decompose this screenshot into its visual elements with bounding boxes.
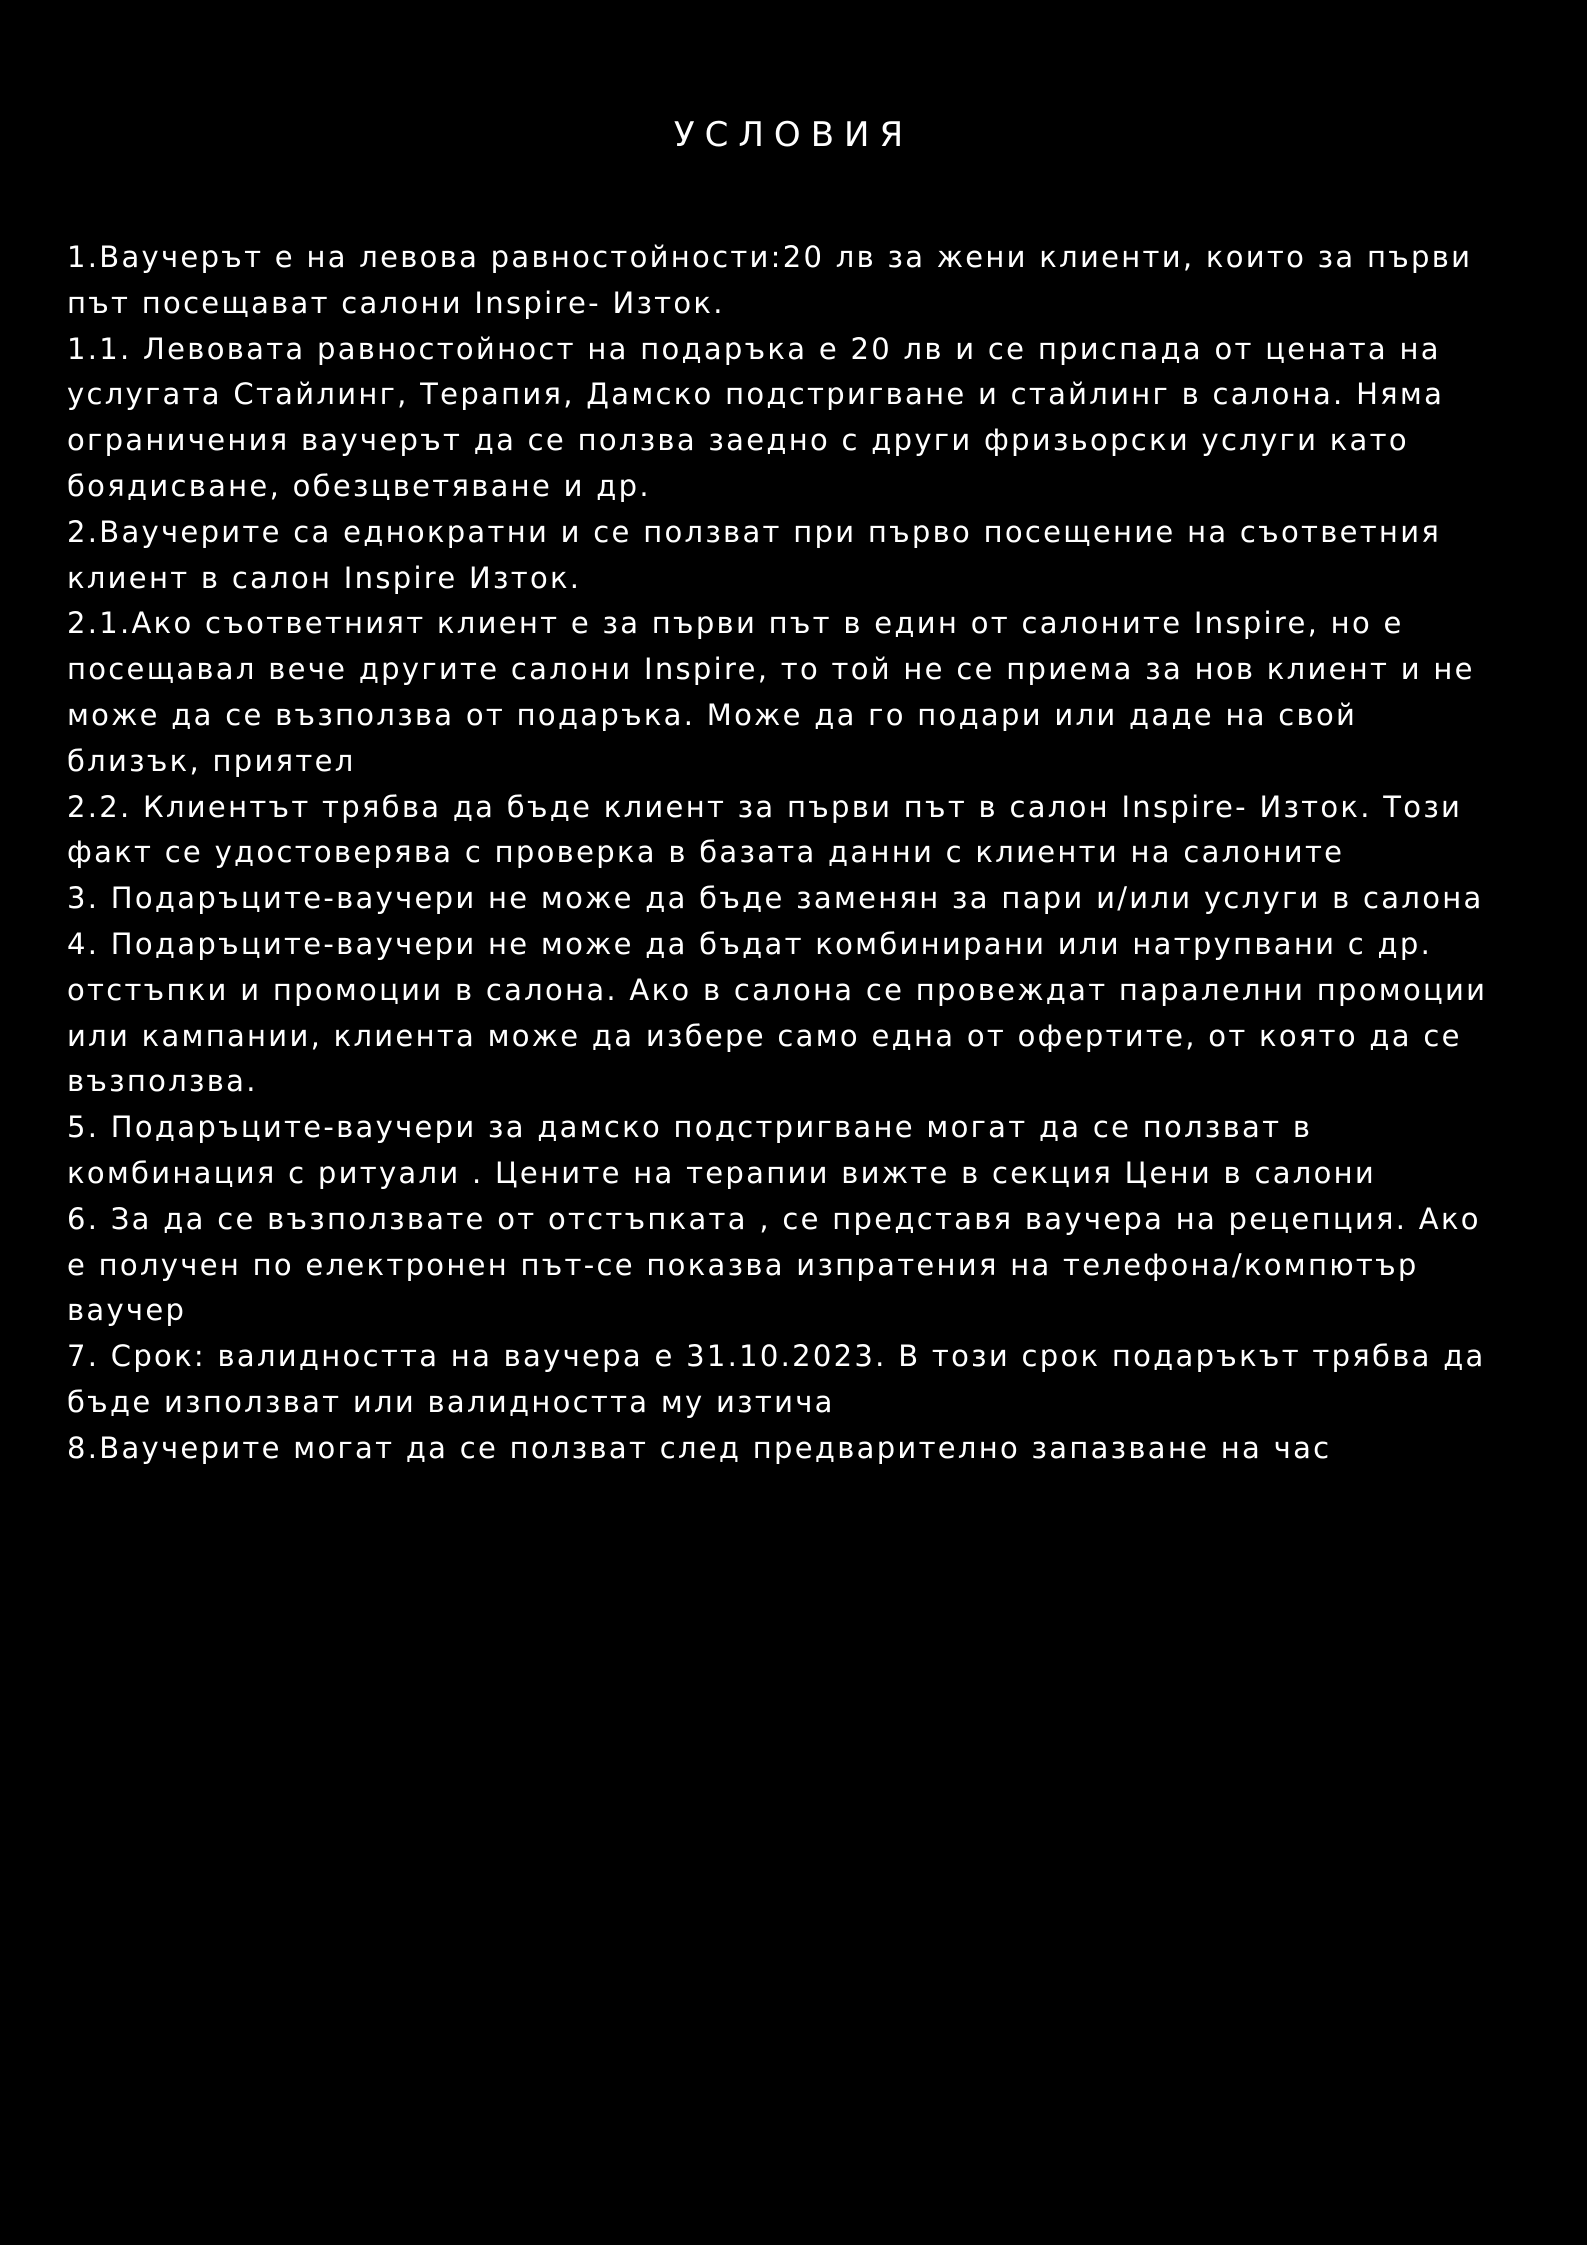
terms-line: ваучер [67, 1293, 187, 1328]
terms-line: комбинация с ритуали . Цените на терапии вижте в секция Цени в салони [67, 1155, 1377, 1190]
terms-line: 1.Ваучерът е на левова равностойности:20 лв за жени клиенти, които за първи [67, 240, 1473, 274]
terms-line: 1.1. Левовата равностойност на подаръка е 20 лв и се приспада от цената на [67, 331, 1441, 366]
terms-line: е получен по електронен път-се показва изпратения на телефона/компютър [67, 1247, 1419, 1282]
terms-line: 2.2. Клиентът трябва да бъде клиент за първи път в салон Inspire- Изток. Този [67, 789, 1463, 824]
terms-line: или кампании, клиента може да избере само една от офертите, от която да се [67, 1018, 1462, 1053]
terms-line: 7. Срок: валидността на ваучера е 31.10.2023. В този срок подаръкът трябва да [67, 1339, 1486, 1374]
page-title: УСЛОВИЯ [673, 115, 914, 155]
terms-line: клиент в салон Inspire Изток. [67, 560, 582, 595]
terms-line: 3. Подаръците-ваучери не може да бъде заменян за пари и/или услуги в салона [67, 881, 1484, 916]
terms-line: отстъпки и промоции в салона. Ако в салона се провеждат паралелни промоции [67, 972, 1488, 1007]
terms-line: 6. За да се възползвате от отстъпката , се представя ваучера на рецепция. Ако [67, 1201, 1481, 1236]
terms-line: боядисване, обезцветяване и др. [67, 468, 651, 503]
terms-line: факт се удостоверява с проверка в базата данни с клиенти на салоните [67, 835, 1345, 870]
terms-body [67, 235, 1547, 1472]
terms-line: бъде използват или валидността му изтича [67, 1384, 835, 1419]
terms-line: възползва. [67, 1064, 258, 1099]
terms-line: ограничения ваучерът да се ползва заедно с други фризьорски услуги като [67, 423, 1409, 458]
terms-line: близък, приятел [67, 743, 356, 778]
terms-line: услугата Стайлинг, Терапия, Дамско подстригване и стайлинг в салона. Няма [67, 377, 1445, 412]
terms-line: 4. Подаръците-ваучери не може да бъдат комбинирани или натрупвани с др. [67, 926, 1433, 961]
terms-line: 2.1.Ако съответният клиент е за първи път в един от салоните Inspire, но е [67, 606, 1404, 641]
terms-line: може да се възползва от подаръка. Може да го подари или даде на свой [67, 697, 1358, 732]
terms-line: 8.Ваучерите могат да се ползват след предварително запазване на час [67, 1430, 1332, 1465]
terms-line: 2.Ваучерите са еднократни и се ползват при първо посещение на съответния [67, 514, 1442, 549]
terms-line: посещавал вече другите салони Inspire, то той не се приема за нов клиент и не [67, 652, 1475, 687]
terms-line: път посещават салони Inspire- Изток. [67, 285, 725, 320]
terms-line: 5. Подаръците-ваучери за дамско подстригване могат да се ползват в [67, 1110, 1313, 1145]
